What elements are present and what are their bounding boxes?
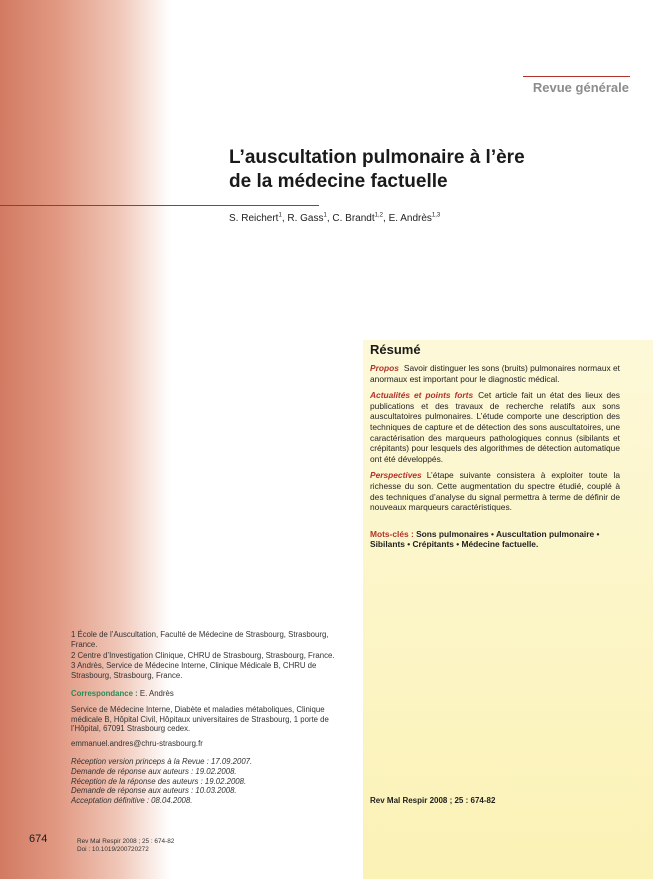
correspondence-address: Service de Médecine Interne, Diabète et maladies métaboliques, Clinique médicale B, Hôpital Civil, Hôpitaux universitaires de Strasbourg, 1 porte de l’Hôpital, 67091 Strasbourg cedex.	[71, 704, 329, 734]
abstract-box	[363, 340, 653, 879]
actualites-label: Actualités et points forts	[370, 390, 474, 401]
propos-label: Propos	[370, 363, 399, 373]
date-line: Réception version princeps à la Revue : 17.09.2007.	[71, 756, 253, 766]
article-title	[229, 146, 525, 194]
affiliation-2: 2 Centre d’Investigation Clinique, CHRU de Strasbourg, Strasbourg, France.	[71, 650, 335, 660]
correspondence	[71, 689, 341, 699]
abstract-actualites	[370, 390, 620, 464]
author: C. Brandt$^{1,2}$,	[332, 213, 389, 225]
author: E. Andrès$^{1,3}$	[388, 213, 441, 225]
footer-doi: Doi : 10.1019/200720272	[77, 846, 149, 853]
correspondence-label: Correspondance :	[71, 688, 138, 698]
propos-text: Savoir distinguer les sons (bruits) pulmonaires normaux et anormaux est important pour le diagnostic médical.	[370, 363, 620, 384]
actualites-text: Cet article fait un état des lieux des publications et des travaux de recherche relatifs aux sons auscultatoires pulmonaires. L’étude comporte une description des techniques de capture et de détection des sons auscultatoires, une caractérisation des marqueurs pathologiques connus (sibilants et crépitants) pour lesquels des algorithmes de détection automatique ont été développés.	[370, 390, 620, 464]
author: R. Gass$^1$,	[287, 213, 333, 225]
affiliations-block	[71, 630, 341, 806]
date-line: Réception de la réponse des auteurs : 19.02.2008.	[71, 776, 247, 786]
date-line: Demande de réponse aux auteurs : 10.03.2008.	[71, 786, 237, 796]
date-line: Demande de réponse aux auteurs : 19.02.2008.	[71, 766, 237, 776]
footer-journal-ref: Rev Mal Respir 2008 ; 25 : 674-82	[77, 838, 175, 845]
keywords-text: Sons pulmonaires • Auscultation pulmonaire • Sibilants • Crépitants • Médecine factuelle.	[370, 528, 600, 550]
perspectives-text: L’étape suivante consistera à exploiter toute la richesse du son. Cette augmentation du spectre étudié, couplé à des techniques d’analyse du signal permettra à terme de définir de nouveaux marqueurs caractéristiques.	[370, 470, 620, 513]
date-line: Acceptation définitive : 08.04.2008.	[71, 796, 193, 806]
correspondence-email[interactable]: emmanuel.andres@chru-strasbourg.fr	[71, 739, 203, 749]
abstract-perspectives	[370, 470, 620, 512]
correspondence-name: E. Andrès	[139, 688, 174, 698]
author-list	[229, 213, 440, 224]
title-line-2: de la médecine factuelle	[229, 171, 448, 192]
perspectives-label: Perspectives	[370, 470, 422, 481]
abstract-title: Résumé	[370, 342, 421, 357]
keywords	[370, 529, 620, 550]
keywords-label: Mots-clés :	[370, 528, 414, 539]
abstract-propos	[370, 363, 620, 384]
affiliation-1: 1 École de l’Auscultation, Faculté de Médecine de Strasbourg, Strasbourg, France.	[71, 630, 329, 649]
title-rule	[0, 205, 319, 206]
submission-dates	[71, 757, 341, 806]
section-rule	[523, 76, 630, 77]
affiliation-3: 3 Andrès, Service de Médecine Interne, Clinique Médicale B, CHRU de Strasbourg, Strasbourg, France.	[71, 661, 317, 681]
section-label: Revue générale	[532, 80, 629, 95]
page-number: 674	[29, 833, 48, 845]
journal-footer	[77, 838, 174, 854]
abstract-reference: Rev Mal Respir 2008 ; 25 : 674-82	[370, 796, 496, 805]
author: S. Reichert$^1$,	[229, 213, 288, 225]
title-line-1: L’auscultation pulmonaire à l’ère	[229, 147, 525, 168]
